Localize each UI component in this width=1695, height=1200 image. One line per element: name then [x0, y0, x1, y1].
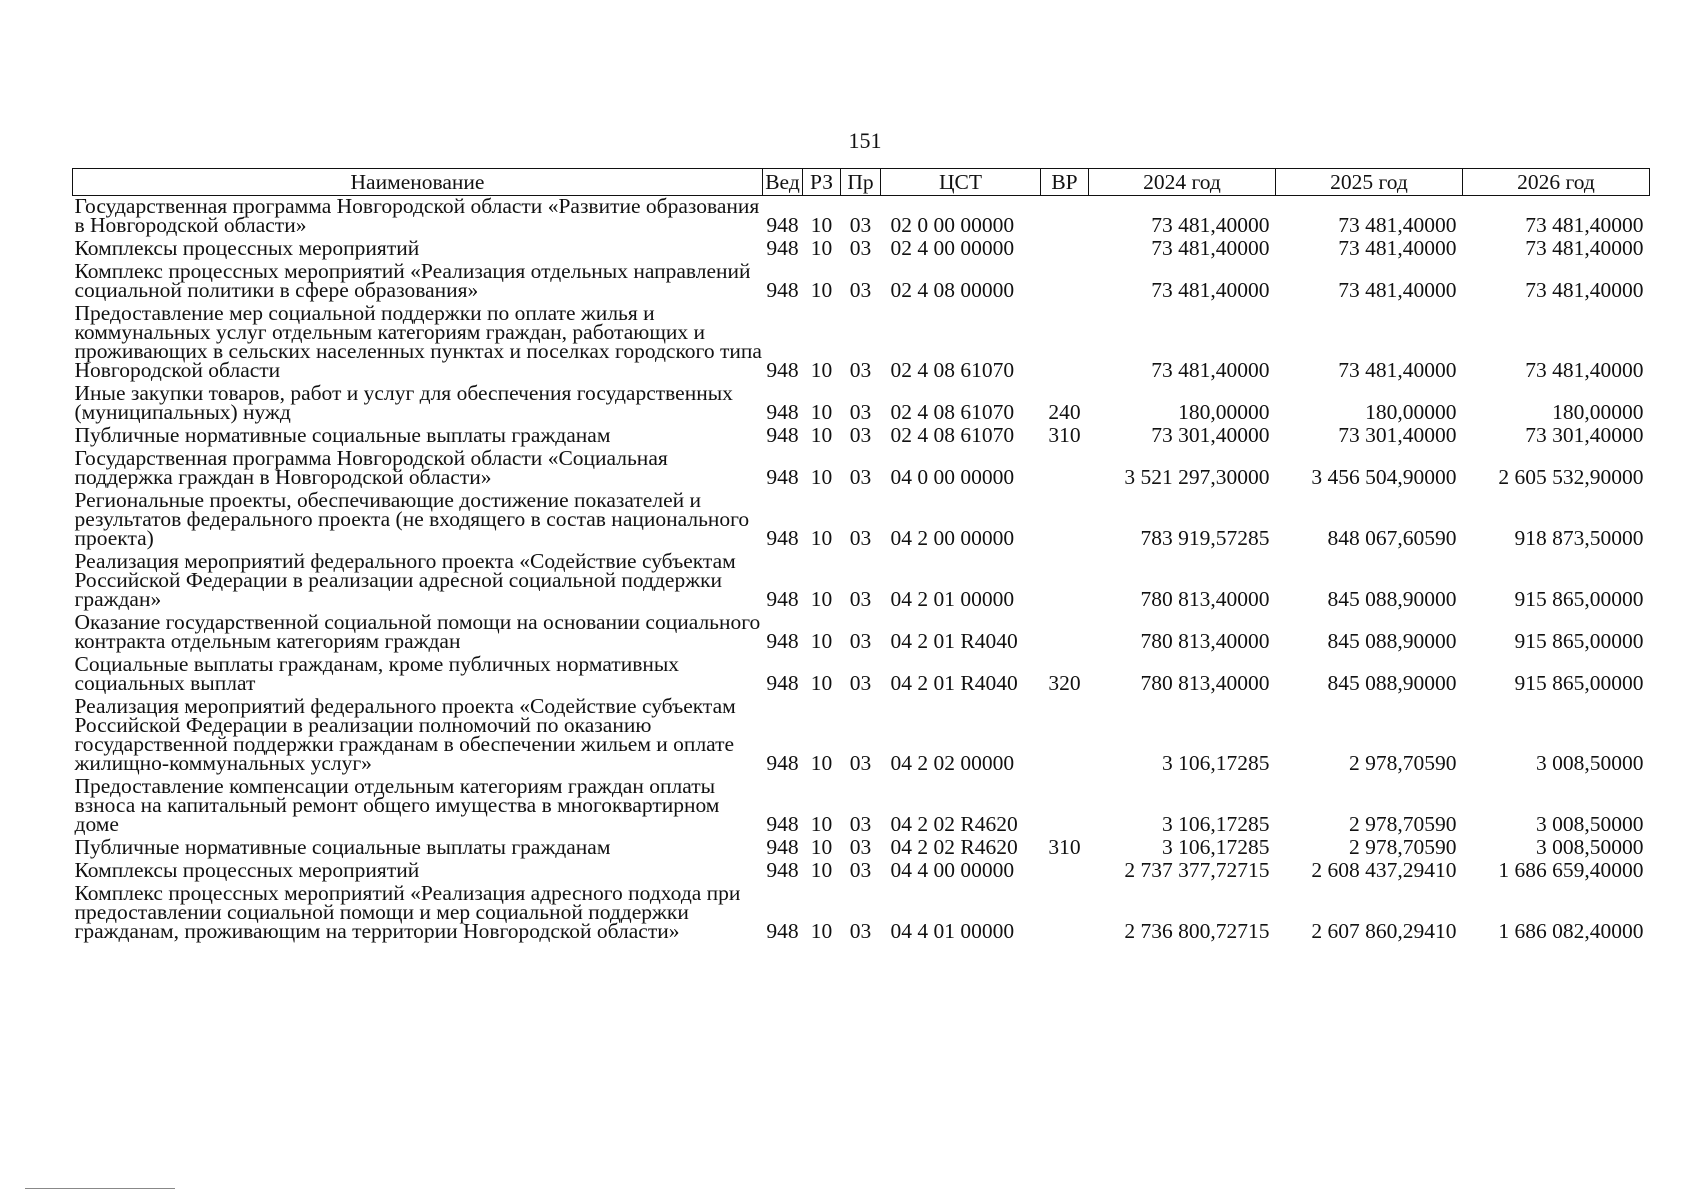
page-number: 151	[848, 128, 882, 153]
row-2026: 3 008,50000	[1536, 835, 1644, 859]
row-cst: 04 2 00 00000	[890, 526, 1015, 550]
table-row	[73, 860, 1650, 883]
row-2026: 915 865,00000	[1514, 671, 1644, 695]
row-cst: 02 4 08 61070	[890, 400, 1015, 424]
row-rz: 10	[810, 358, 833, 382]
table-row	[73, 383, 1650, 425]
row-cst: 04 4 00 00000	[890, 858, 1015, 882]
row-rz: 10	[810, 213, 833, 237]
row-pr: 03	[849, 858, 872, 882]
row-vr	[1041, 448, 1089, 490]
table-row	[73, 196, 1650, 239]
row-pr: 03	[849, 400, 872, 424]
row-name: Государственная программа Новгородской области «Развитие образования в Новгородской области»	[74, 194, 760, 237]
row-rz: 10	[810, 278, 833, 302]
row-rz: 10	[810, 526, 833, 550]
row-rz: 10	[810, 400, 833, 424]
table-body	[73, 196, 1650, 945]
row-2024: 73 301,40000	[1151, 423, 1270, 447]
row-ved: 948	[766, 858, 799, 882]
row-pr: 03	[849, 423, 872, 447]
row-2024: 73 481,40000	[1151, 213, 1270, 237]
row-ved: 948	[766, 587, 799, 611]
row-rz: 10	[810, 465, 833, 489]
row-rz: 10	[810, 919, 833, 943]
row-2025: 845 088,90000	[1327, 629, 1457, 653]
row-2026: 2 605 532,90000	[1498, 465, 1644, 489]
row-2026: 3 008,50000	[1536, 751, 1644, 775]
row-ved: 948	[766, 358, 799, 382]
row-2024: 73 481,40000	[1151, 236, 1270, 260]
row-cst: 04 2 02 R4620	[890, 835, 1018, 859]
row-cst: 02 4 08 00000	[890, 278, 1015, 302]
row-rz: 10	[810, 858, 833, 882]
row-pr: 03	[849, 213, 872, 237]
row-2025: 73 481,40000	[1338, 213, 1457, 237]
row-vr: 310	[1048, 423, 1081, 447]
row-vr	[1041, 490, 1089, 551]
row-2024: 780 813,40000	[1140, 671, 1270, 695]
row-cst: 02 4 00 00000	[890, 236, 1015, 260]
row-name: Предоставление мер социальной поддержки по оплате жилья и коммунальных услуг отдельным категориям граждан, работающих и проживающих в сельских населенных пунктах и поселках городского типа Новгородской области	[74, 301, 762, 382]
row-ved: 948	[766, 236, 799, 260]
row-name: Комплексы процессных мероприятий	[74, 858, 420, 882]
table-row	[73, 776, 1650, 837]
row-2026: 1 686 659,40000	[1498, 858, 1644, 882]
row-2024: 73 481,40000	[1151, 278, 1270, 302]
row-2025: 2 607 860,29410	[1311, 919, 1457, 943]
row-ved: 948	[766, 812, 799, 836]
row-2026: 915 865,00000	[1514, 629, 1644, 653]
row-name: Предоставление компенсации отдельным категориям граждан оплаты взноса на капитальный ремонт общего имущества в многоквартирном доме	[74, 774, 720, 836]
row-ved: 948	[766, 213, 799, 237]
table-row	[73, 654, 1650, 696]
row-2024: 73 481,40000	[1151, 358, 1270, 382]
row-pr: 03	[849, 236, 872, 260]
row-2026: 915 865,00000	[1514, 587, 1644, 611]
row-name: Социальные выплаты гражданам, кроме публичных нормативных социальных выплат	[74, 652, 680, 695]
row-ved: 948	[766, 423, 799, 447]
row-pr: 03	[849, 835, 872, 859]
row-2025: 2 978,70590	[1349, 812, 1457, 836]
row-vr	[1041, 303, 1089, 383]
row-vr	[1041, 238, 1089, 261]
row-cst: 04 2 02 R4620	[890, 812, 1018, 836]
row-name: Региональные проекты, обеспечивающие достижение показателей и результатов федерального проекта (не входящего в состав национального проекта)	[74, 488, 750, 550]
row-2026: 3 008,50000	[1536, 812, 1644, 836]
row-ved: 948	[766, 526, 799, 550]
row-name: Комплексы процессных мероприятий	[74, 236, 420, 260]
row-2025: 3 456 504,90000	[1311, 465, 1457, 489]
row-cst: 04 0 00 00000	[890, 465, 1015, 489]
table-row	[73, 696, 1650, 776]
row-2025: 73 481,40000	[1338, 236, 1457, 260]
header-2024: 2024 год	[1089, 169, 1276, 196]
row-pr: 03	[849, 671, 872, 695]
row-name: Оказание государственной социальной помощи на основании социального контракта отдельным категориям граждан	[74, 610, 761, 653]
table-row	[73, 448, 1650, 490]
row-vr: 320	[1048, 671, 1081, 695]
row-2025: 848 067,60590	[1327, 526, 1457, 550]
row-ved: 948	[766, 671, 799, 695]
row-pr: 03	[849, 751, 872, 775]
row-name: Комплекс процессных мероприятий «Реализация отдельных направлений социальной политики в сфере образования»	[74, 259, 751, 302]
row-vr	[1041, 696, 1089, 776]
table-row	[73, 490, 1650, 551]
row-pr: 03	[849, 629, 872, 653]
row-2025: 2 978,70590	[1349, 835, 1457, 859]
row-rz: 10	[810, 812, 833, 836]
row-2026: 73 301,40000	[1525, 423, 1644, 447]
row-pr: 03	[849, 278, 872, 302]
header-vr: ВР	[1041, 169, 1089, 196]
row-cst: 04 2 01 R4040	[890, 671, 1018, 695]
row-cst: 04 2 02 00000	[890, 751, 1015, 775]
row-name: Комплекс процессных мероприятий «Реализация адресного подхода при предоставлении социальной помощи и мер социальной поддержки гражданам, проживающим на территории Новгородской области»	[74, 881, 741, 943]
footer-divider	[25, 1188, 175, 1189]
row-2025: 845 088,90000	[1327, 587, 1457, 611]
row-2025: 845 088,90000	[1327, 671, 1457, 695]
row-2025: 2 978,70590	[1349, 751, 1457, 775]
row-cst: 02 4 08 61070	[890, 423, 1015, 447]
row-2025: 73 481,40000	[1338, 358, 1457, 382]
row-2024: 180,00000	[1178, 400, 1270, 424]
row-pr: 03	[849, 812, 872, 836]
row-ved: 948	[766, 400, 799, 424]
row-2025: 73 301,40000	[1338, 423, 1457, 447]
row-vr	[1041, 860, 1089, 883]
row-2024: 3 106,17285	[1162, 751, 1270, 775]
row-vr	[1041, 776, 1089, 837]
row-rz: 10	[810, 671, 833, 695]
row-2024: 780 813,40000	[1140, 629, 1270, 653]
row-vr	[1041, 883, 1089, 944]
header-rz: РЗ	[803, 169, 841, 196]
row-name: Реализация мероприятий федерального проекта «Содействие субъектам Российской Федерации в реализации полномочий по оказанию государственной поддержки гражданам в обеспечении жильем и оплате жилищно-коммунальных услуг»	[74, 694, 736, 775]
row-ved: 948	[766, 629, 799, 653]
header-pr: Пр	[841, 169, 881, 196]
row-2024: 2 737 377,72715	[1124, 858, 1270, 882]
row-vr	[1041, 261, 1089, 303]
row-ved: 948	[766, 919, 799, 943]
row-rz: 10	[810, 236, 833, 260]
row-cst: 02 0 00 00000	[890, 213, 1015, 237]
row-2026: 73 481,40000	[1525, 278, 1644, 302]
row-name: Публичные нормативные социальные выплаты гражданам	[74, 835, 611, 859]
header-name: Наименование	[73, 169, 763, 196]
row-2026: 1 686 082,40000	[1498, 919, 1644, 943]
header-cst: ЦСТ	[881, 169, 1041, 196]
row-ved: 948	[766, 465, 799, 489]
row-name: Публичные нормативные социальные выплаты гражданам	[74, 423, 611, 447]
row-vr	[1041, 551, 1089, 612]
table-row	[73, 837, 1650, 860]
row-2026: 73 481,40000	[1525, 236, 1644, 260]
row-rz: 10	[810, 751, 833, 775]
row-cst: 04 2 01 R4040	[890, 629, 1018, 653]
row-rz: 10	[810, 423, 833, 447]
row-rz: 10	[810, 629, 833, 653]
row-pr: 03	[849, 526, 872, 550]
row-ved: 948	[766, 751, 799, 775]
row-pr: 03	[849, 465, 872, 489]
header-ved: Вед	[763, 169, 803, 196]
row-2024: 3 106,17285	[1162, 812, 1270, 836]
table-row	[73, 238, 1650, 261]
table-row	[73, 612, 1650, 654]
row-2026: 180,00000	[1552, 400, 1644, 424]
row-2024: 3 521 297,30000	[1124, 465, 1270, 489]
row-rz: 10	[810, 587, 833, 611]
table-row	[73, 425, 1650, 448]
row-2025: 180,00000	[1365, 400, 1457, 424]
row-2024: 2 736 800,72715	[1124, 919, 1270, 943]
row-ved: 948	[766, 278, 799, 302]
row-2026: 918 873,50000	[1514, 526, 1644, 550]
table-row	[73, 261, 1650, 303]
header-2025: 2025 год	[1276, 169, 1463, 196]
row-pr: 03	[849, 919, 872, 943]
row-name: Иные закупки товаров, работ и услуг для обеспечения государственных (муниципальных) нужд	[74, 381, 733, 424]
row-2026: 73 481,40000	[1525, 213, 1644, 237]
row-vr: 240	[1048, 400, 1081, 424]
row-vr	[1041, 612, 1089, 654]
table-row	[73, 303, 1650, 383]
row-pr: 03	[849, 358, 872, 382]
row-cst: 02 4 08 61070	[890, 358, 1015, 382]
row-2024: 780 813,40000	[1140, 587, 1270, 611]
row-2024: 783 919,57285	[1140, 526, 1270, 550]
table-row	[73, 883, 1650, 944]
row-name: Реализация мероприятий федерального проекта «Содействие субъектам Российской Федерации в реализации адресной социальной поддержки граждан»	[74, 549, 736, 611]
row-cst: 04 4 01 00000	[890, 919, 1015, 943]
row-vr	[1041, 196, 1089, 239]
row-2025: 2 608 437,29410	[1311, 858, 1457, 882]
row-rz: 10	[810, 835, 833, 859]
row-2024: 3 106,17285	[1162, 835, 1270, 859]
row-2025: 73 481,40000	[1338, 278, 1457, 302]
table-header-row	[73, 169, 1650, 196]
row-vr: 310	[1048, 835, 1081, 859]
row-ved: 948	[766, 835, 799, 859]
table-row	[73, 551, 1650, 612]
row-name: Государственная программа Новгородской области «Социальная поддержка граждан в Новгородской области»	[74, 446, 668, 489]
row-cst: 04 2 01 00000	[890, 587, 1015, 611]
budget-table	[72, 168, 1650, 944]
row-2026: 73 481,40000	[1525, 358, 1644, 382]
row-pr: 03	[849, 587, 872, 611]
header-2026: 2026 год	[1463, 169, 1650, 196]
